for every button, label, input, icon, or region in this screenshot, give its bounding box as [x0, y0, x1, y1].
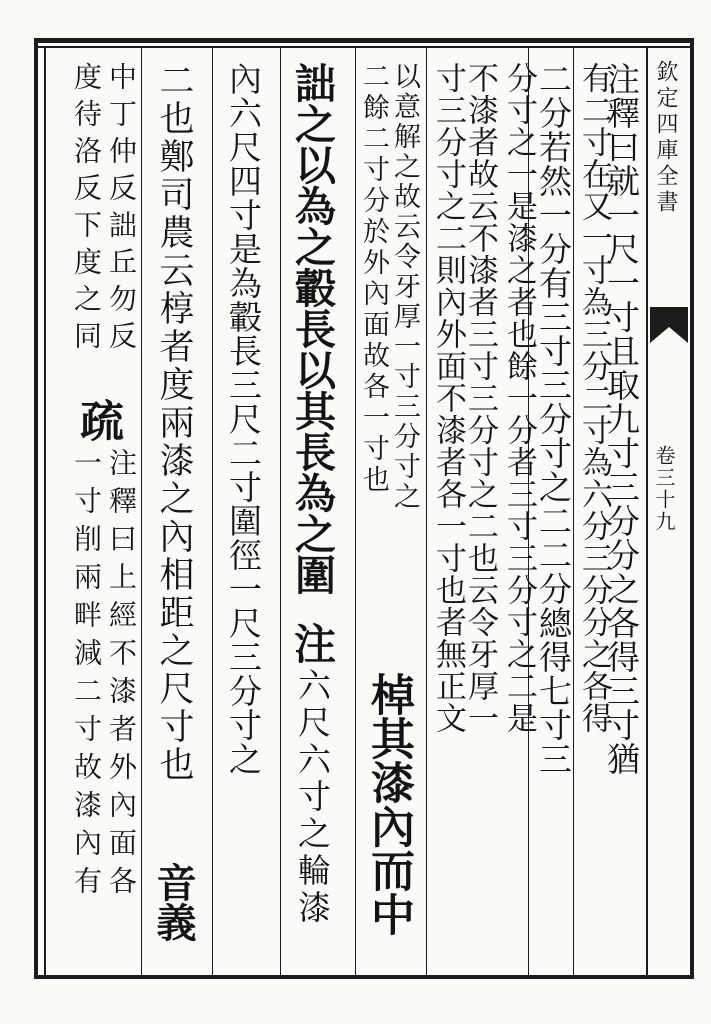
edge-chapter-label: 卷三十九 — [652, 445, 676, 533]
text-column-12-lower: 度待洛反下度之同 — [70, 62, 103, 358]
text-column-10: 內六尺四寸是為轂長三尺二寸圍徑一尺三分寸之 — [224, 62, 263, 776]
text-column-4: 分寸之一是漆之者也餘一分者三寸三分寸之二是 — [501, 62, 537, 734]
column-rule — [355, 48, 356, 976]
text-column-6: 寸三分寸之二則內外面不漆者各一寸也者無正文 — [430, 62, 466, 734]
commentary-marker-zhu: 注 — [288, 622, 337, 664]
text-column-7-upper: 以意解之故云令牙厚一寸三分寸之 — [389, 62, 420, 512]
bottom-border-rule — [38, 975, 693, 979]
text-column-12-upper: 中丁仲反詘丘勿反 — [105, 62, 138, 358]
text-column-12-note: 注釋曰上經不漆者外內面各 — [105, 448, 138, 904]
text-column-9-classic: 詘之以為之轂長以其長為之圍 — [288, 62, 336, 595]
top-border-rule — [38, 38, 693, 43]
column-rule — [280, 48, 281, 976]
text-column-5: 不漆者故云不漆者三寸三分寸之二也云令牙厚一 — [462, 62, 498, 734]
column-rule — [141, 48, 142, 976]
left-border-rule — [34, 38, 38, 979]
column-rule — [212, 48, 213, 976]
text-column-2: 有二寸在又一寸為三分二寸為六分三分分之各得 — [576, 62, 612, 734]
top-inner-rule — [38, 46, 693, 48]
text-column-3: 二分若然一分有三寸三分寸之二二分總得七寸三 — [534, 62, 573, 776]
text-column-1: 注釋曰就一尺一寸且取九寸三分分之各得三寸猶 — [602, 62, 641, 776]
text-column-11: 二也鄭司農云椁者度兩漆之內相距之尺寸也 — [154, 62, 194, 784]
yinyi-marker: 音義 — [150, 862, 197, 942]
right-border-rule — [690, 38, 694, 979]
column-rule — [573, 48, 574, 976]
text-column-8: 二餘二寸分於外內面故各一寸也 — [358, 62, 389, 496]
text-column-9-note: 六尺六寸之輪漆 — [293, 668, 332, 927]
column-rule — [426, 48, 427, 976]
text-column-7-lower: 棹其漆內而中 — [363, 672, 414, 936]
left-inner-rule — [44, 46, 46, 976]
fishtail-ornament-icon — [648, 305, 690, 345]
edge-column-rule — [646, 48, 648, 976]
shu-marker: 疏 — [72, 398, 123, 442]
edge-book-title: 欽定四庫全書 — [653, 60, 678, 216]
text-column-13: 一寸削兩畔減二寸故漆內有 — [70, 448, 103, 904]
